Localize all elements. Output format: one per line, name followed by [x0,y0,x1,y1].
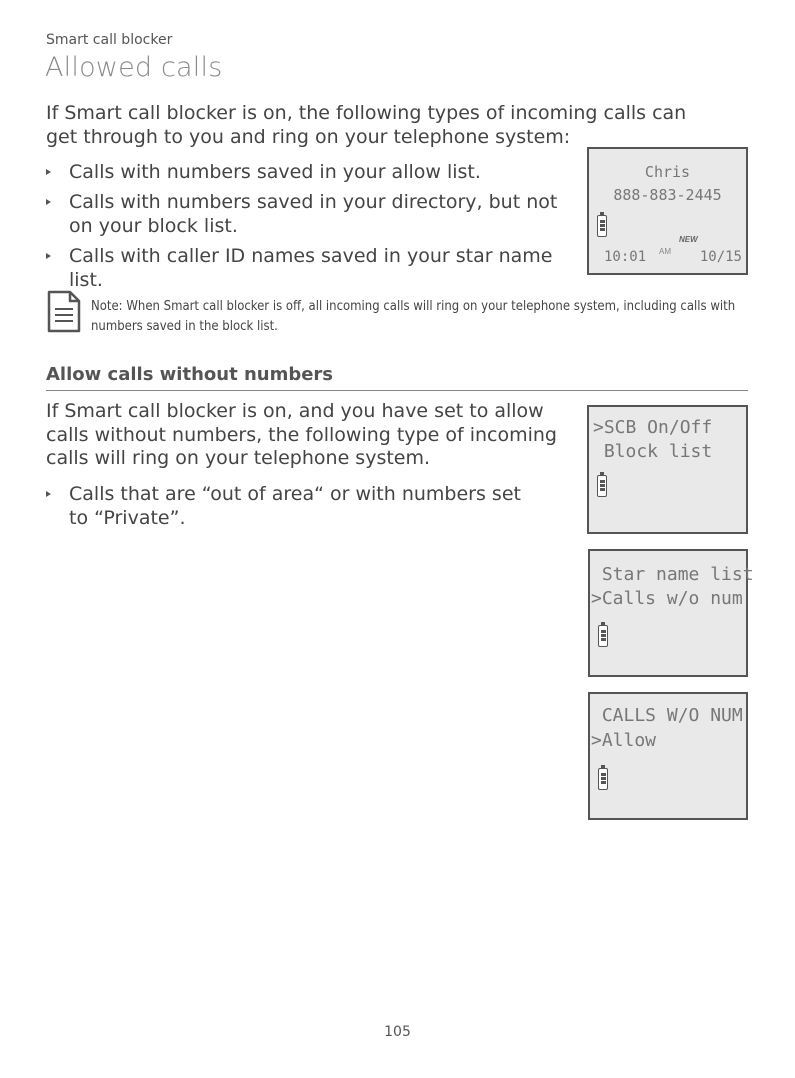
caller-number: 888-883-2445 [613,186,722,204]
section-paragraph: If Smart call blocker is on, and you have set to allow calls without numbers, the following type of incoming calls will ring on your telephone system. [46,400,557,469]
menu-line-2: >Calls w/o num [591,588,743,609]
list-item-text: Calls with numbers saved in your allow list. [69,161,481,183]
battery-icon [597,475,607,497]
page-title: Allowed calls [45,52,223,83]
breadcrumb: Smart call blocker [46,32,173,48]
am-pm-indicator: AM [659,247,671,256]
intro-paragraph: If Smart call blocker is on, the following types of incoming calls can get through to you and ring on your telephone system: [46,102,687,148]
bullet-icon [46,199,51,205]
list-item-text: Calls with numbers saved in your directory, but not on your block list. [69,191,558,237]
menu-line-1: >SCB On/Off [593,417,713,438]
bullet-icon [46,169,51,175]
menu-screen-scb [587,405,748,534]
section-divider [46,390,748,391]
list-item-text: Calls with caller ID names saved in your star name list. [69,245,553,291]
battery-icon [598,768,608,790]
list-item-text: Calls that are “out of area“ or with numbers set to “Private”. [69,483,521,529]
menu-line-1: CALLS W/O NUM [591,705,743,726]
menu-line-2: Block list [593,441,713,462]
menu-line-2: >Allow [591,730,657,751]
menu-screen-calls-wo-num [588,692,748,820]
list-item [46,482,546,530]
list-item [46,244,566,292]
note-text: Note: When Smart call blocker is off, all incoming calls will ring on your telephone system, including calls with numbers saved in the block list. [91,299,736,334]
call-time: 10:01 [604,249,647,265]
bullet-icon [46,491,51,497]
list-item [46,190,566,238]
call-date: 10/15 [699,249,742,265]
caller-name: Chris [644,163,691,181]
page-number: 105 [384,1024,411,1040]
battery-icon [598,625,608,647]
list-item [46,160,566,184]
bullet-icon [46,253,51,259]
caller-id-screen [587,147,748,275]
menu-screen-star-name [588,549,754,677]
section-heading: Allow calls without numbers [46,364,334,385]
battery-icon [597,215,607,237]
new-badge: NEW [679,235,698,244]
menu-line-1: Star name list [591,564,754,585]
no-number-calls-list [46,482,546,536]
allowed-calls-list [46,160,566,298]
note-icon [46,290,82,334]
